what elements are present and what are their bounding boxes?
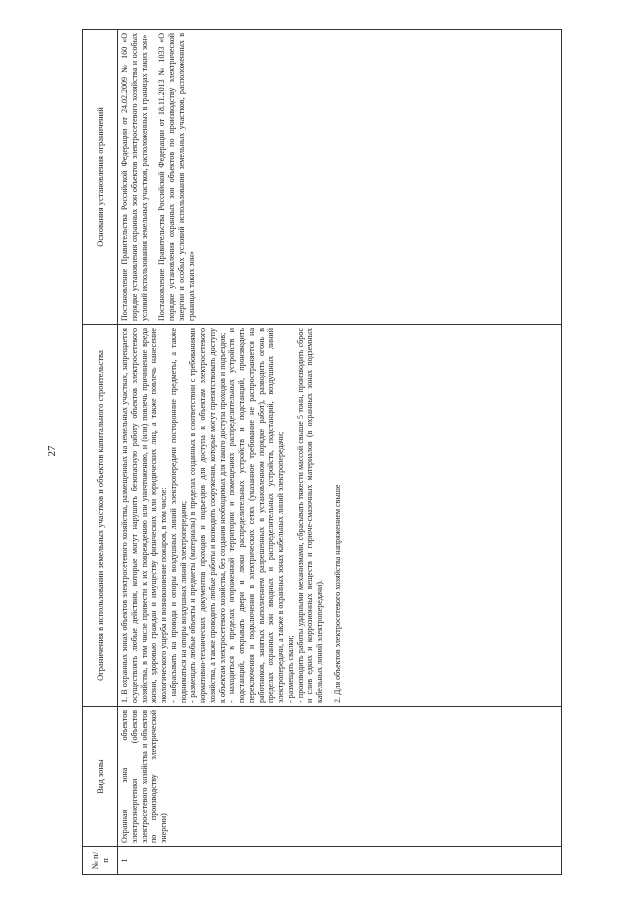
restriction-paragraph: 2. Для объектов электросетевого хозяйства напряжением свыше	[332, 484, 342, 703]
restriction-paragraph: 1. В охранных зонах объектов электросетевого хозяйства, размещенных на земельных участках, запрещается осуществлять любые действия, которые могут нарушить безопасную работу объектов электросетевого хозяйства, в том числе привести к их повреждению или уничтожению, и (или) повлечь причинение вреда жизни, здоровью граждан и имуществу физических или юридических лиц, а также повлечь нанесение экологического ущерба и возникновение пожаров, в том числе:	[120, 328, 168, 703]
restriction-paragraph: - размещать любые объекты и предметы (материалы) в пределах созданных в соответствии с требованиями нормативно-технических документов проходов и подъездов для доступа к объектам электросетевого хозяйства, а также проводить любые работы и возводить сооружения, которые могут препятствовать доступу к объектам электросетевого хозяйства, без создания необходимых для такого доступа проходов и подъездов;	[188, 328, 227, 703]
cell-restrictions	[118, 325, 562, 707]
header-restrictions: Ограничения в использовании земельных участков и объектов капитального строительства	[83, 325, 118, 707]
restriction-paragraph: - размещать свалки;	[285, 635, 295, 703]
header-zone-type: Вид зоны	[83, 707, 118, 847]
basis-paragraph: Постановление Правительства Российской Федерации от 18.11.2013 № 1033 «О порядке установления охранных зон объектов по производству электрической энергии и особых условий использования земельных участков, расположенных в границах таких зон»	[157, 33, 196, 321]
basis-paragraph: Постановление Правительства Российской Федерации от 24.02.2009 № 160 «О порядке установления охранных зон объектов электросетевого хозяйства и особых условий использования земельных участков, расположенных в границах таких зон»	[120, 33, 149, 321]
table-header-row	[83, 30, 118, 875]
restrictions-table	[82, 29, 562, 875]
restriction-paragraph: - находиться в пределах огороженной территории и помещениях распределительных устройств и подстанций, открывать двери и люки распределительных устройств и подстанций, производить переключения и подключения в электрических сетях (указанное требование не распространяется на работников, занятых выполнением разрешенных в установленном порядке работ), разводить огонь в пределах охранных зон вводных и распределительных устройств, подстанций, воздушных линий электропередачи, а также в охранных зонах кабельных линий электропередачи;	[227, 328, 285, 703]
cell-num: 1	[118, 847, 562, 875]
restriction-paragraph: - производить работы ударными механизмами, сбрасывать тяжести массой свыше 5 тонн, производить сброс и слив едких и коррозионных веществ и горюче-смазочных материалов (в охранных зонах подземных кабельных линий электропередачи).	[295, 328, 324, 703]
header-num: № п/п	[83, 847, 118, 875]
cell-zone-type: Охранная зона объектов электроэнергетики (объектов электросетевого хозяйства и объектов по производству электрической энергии)	[118, 707, 562, 847]
rotated-page-content	[82, 30, 562, 875]
table-row	[118, 30, 562, 875]
header-basis: Основания установления ограничений	[83, 30, 118, 325]
restriction-paragraph: - набрасывать на провода и опоры воздушных линий электропередачи посторонние предметы, а также подниматься на опоры воздушных линий электропередачи;	[168, 328, 188, 703]
cell-basis	[118, 30, 562, 325]
page-number: 27	[46, 445, 58, 457]
